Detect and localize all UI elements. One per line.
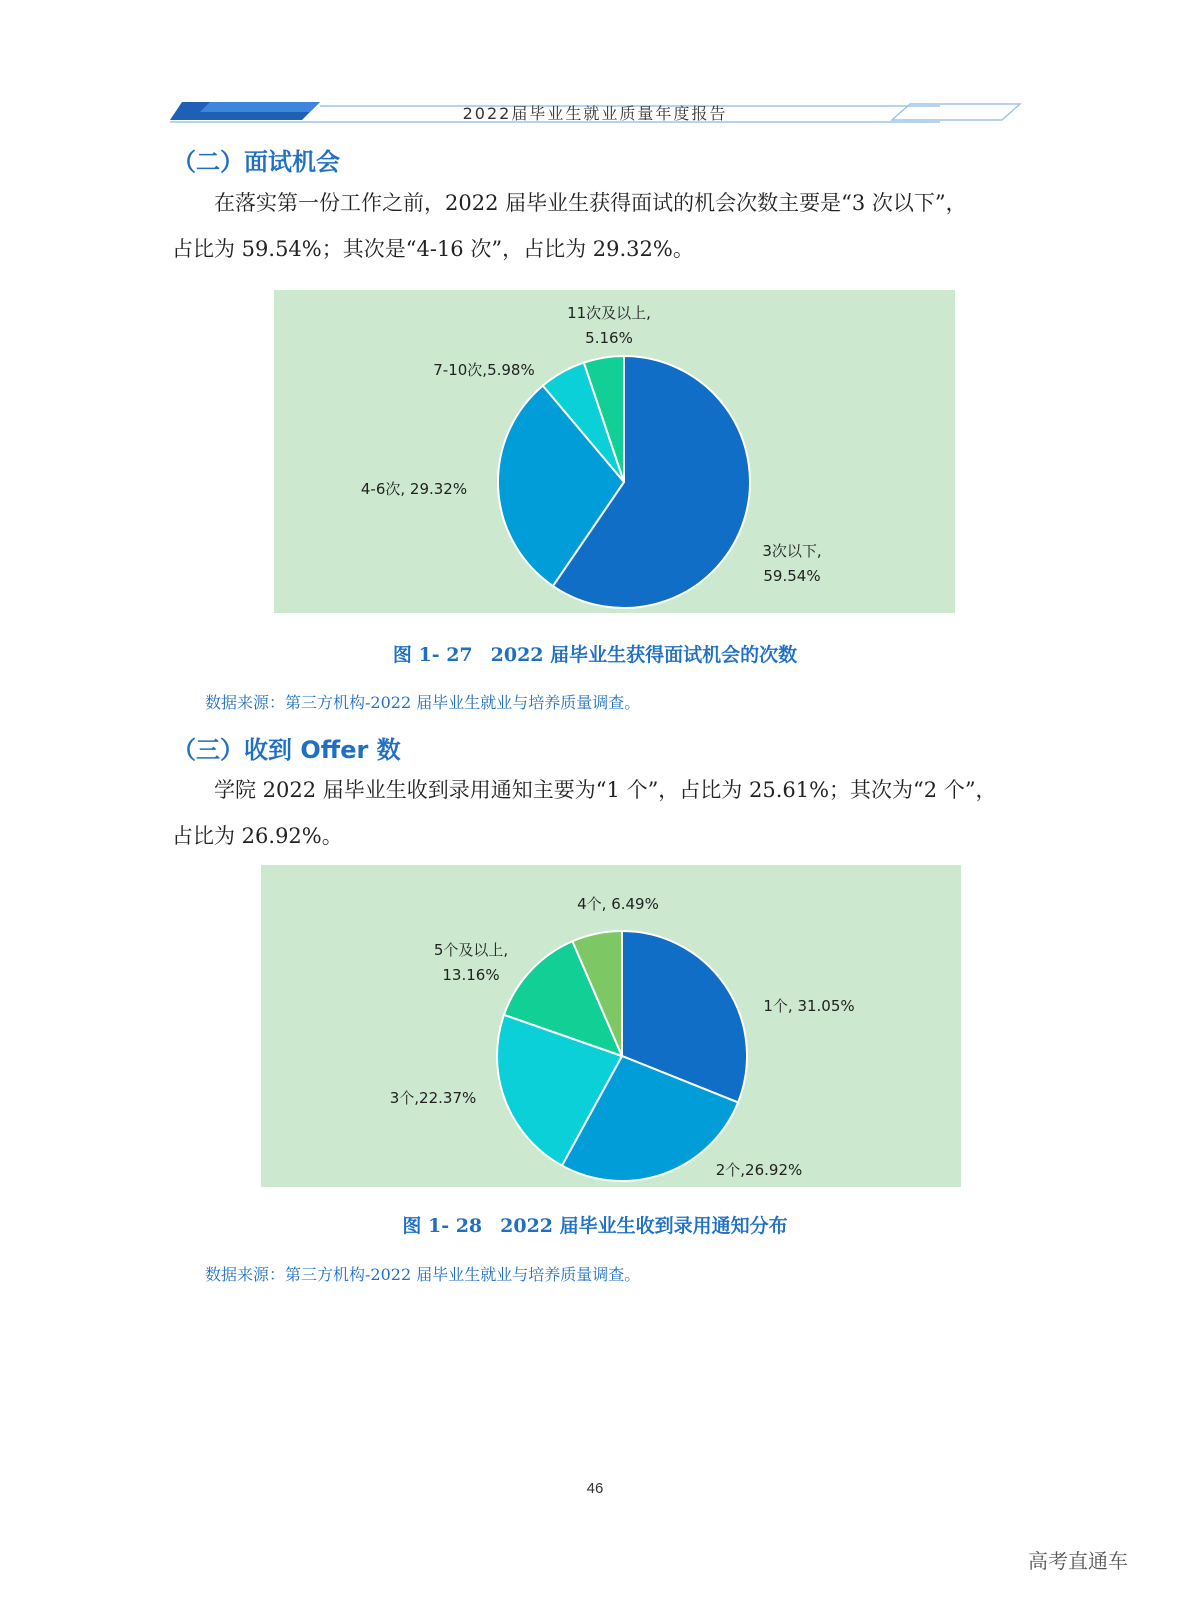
figure-number: 图 1- 27	[392, 644, 473, 666]
data-source: 数据来源：第三方机构-2022 届毕业生就业与培养质量调查。	[205, 1265, 641, 1284]
figure-caption	[0, 1211, 1190, 1238]
figure-title: 2022 届毕业生收到录用通知分布	[500, 1215, 788, 1237]
header-title: 2022届毕业生就业质量年度报告	[462, 104, 728, 123]
figure-title: 2022 届毕业生获得面试机会的次数	[490, 644, 798, 666]
slice-label: 11次及以上, 5.16%	[567, 304, 651, 347]
slice-label: 4-6次, 29.32%	[360, 480, 468, 498]
slice-label: 1个, 31.05%	[763, 997, 855, 1015]
slice-label: 5个及以上, 13.16%	[433, 941, 509, 984]
section-heading-interview: （二）面试机会	[172, 148, 340, 176]
figure-caption	[0, 640, 1190, 667]
figure-number: 图 1- 28	[402, 1215, 483, 1237]
paragraph-interview	[172, 180, 1052, 272]
paragraph-line: 学院 2022 届毕业生收到录用通知主要为“1 个”，占比为 25.61%；其次为“2 个”，	[214, 778, 997, 802]
section-heading-offers: （三）收到 Offer 数	[172, 736, 401, 764]
slice-label: 7-10次,5.98%	[433, 361, 535, 379]
slice-label: 4个, 6.49%	[577, 895, 659, 913]
paragraph-line: 占比为 26.92%。	[172, 824, 343, 848]
pie-chart-svg	[261, 865, 961, 1187]
slice-label: 3个,22.37%	[389, 1089, 477, 1107]
slice-label: 2个,26.92%	[715, 1161, 803, 1179]
paragraph-offers	[172, 767, 1052, 859]
data-source: 数据来源：第三方机构-2022 届毕业生就业与培养质量调查。	[205, 693, 641, 712]
paragraph-line: 占比为 59.54%；其次是“4-16 次”，占比为 29.32%。	[172, 237, 694, 261]
pie-chart-interviews	[274, 290, 955, 613]
pie-chart-offers	[261, 865, 961, 1187]
slice-label: 3次以下, 59.54%	[762, 542, 822, 585]
watermark: 高考直通车	[1028, 1549, 1128, 1573]
paragraph-line: 在落实第一份工作之前，2022 届毕业生获得面试的机会次数主要是“3 次以下”，	[214, 191, 967, 215]
page-number: 46	[586, 1480, 604, 1497]
pie-chart-svg	[274, 290, 955, 613]
